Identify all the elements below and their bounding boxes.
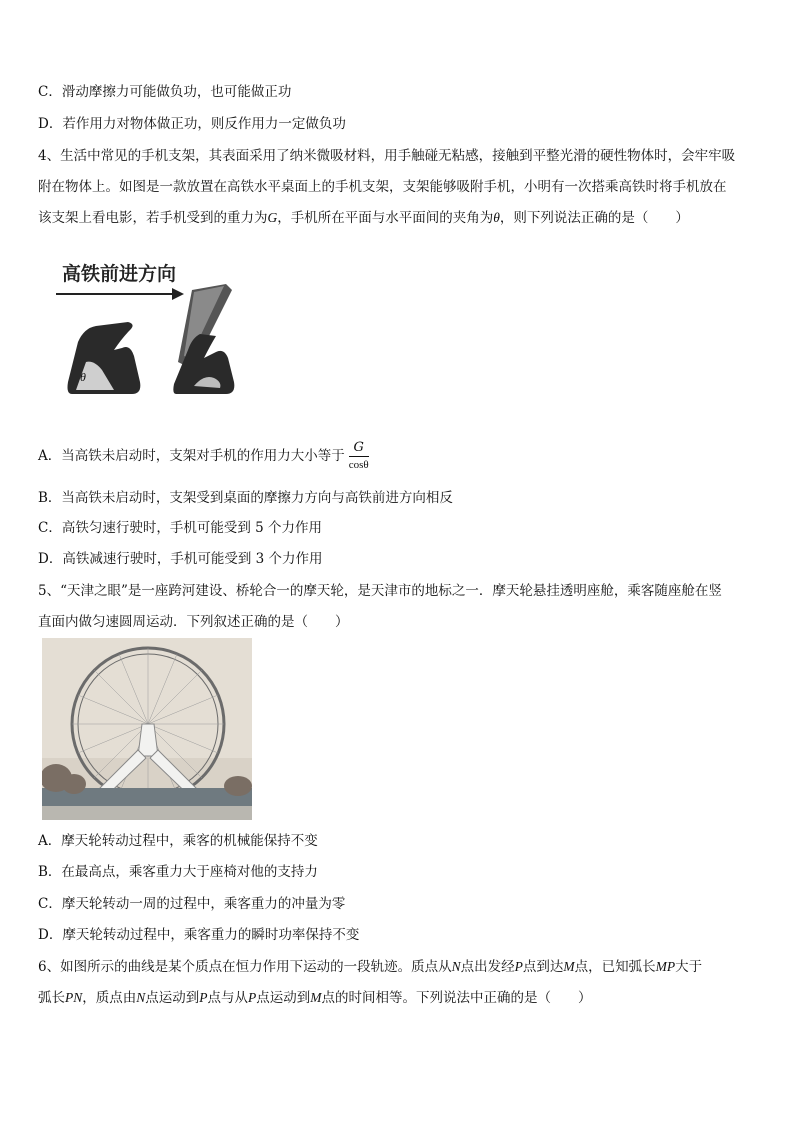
phone-stand-left-icon [68,322,141,394]
figure-direction-label: 高铁前进方向 [62,263,177,285]
q6-text-b: 点出发经 [460,959,515,975]
q6-text-i: 点与从 [207,990,249,1006]
river [42,806,252,820]
fraction-numerator: G [349,440,369,457]
q5-option-d: D．摩天轮转动过程中，乘客重力的瞬时功率保持不变 [38,927,360,943]
q4-text-c: ，则下列说法正确的是（ ） [499,210,689,226]
direction-arrow-icon [56,288,184,300]
symbol-theta: θ [493,210,500,225]
q4-option-b: B．当高铁未启动时，支架受到桌面的摩擦力方向与高铁前进方向相反 [38,490,453,506]
q4-option-c: C．高铁匀速行驶时，手机可能受到 5 个力作用 [38,520,323,536]
point-P: P [514,959,523,974]
q6-text-k: 点的时间相等。下列说法中正确的是（ ） [321,990,592,1006]
figure-angle-label: θ [80,370,86,384]
q6-text-e: 大于 [675,959,703,975]
q4-option-a-text: A．当高铁未启动时，支架对手机的作用力大小等于 [38,448,345,464]
question-5-line-1: 5、“天津之眼”是一座跨河建设、桥轮合一的摩天轮，是天津市的地标之一．摩天轮悬挂透明座舱，乘客随座舱在竖 [38,583,722,599]
fraction-denominator: cosθ [348,459,369,471]
ferris-wheel-photo [42,638,252,820]
question-6-line-2 [38,988,592,1008]
question-4-line-1: 4、生活中常见的手机支架，其表面采用了纳米微吸材料，用手触碰无粘感，接触到平整光滑的硬性物体时，会牢牢吸 [38,148,736,164]
point-P-3: P [248,990,257,1005]
point-M-2: M [310,990,322,1005]
q5-option-c: C．摩天轮转动一周的过程中，乘客重力的冲量为零 [38,896,346,912]
fraction-G-over-cos-theta [349,440,369,473]
question-6-line-1 [38,957,702,977]
q4-option-a [38,440,369,473]
question-4-line-2: 附在物体上。如图是一款放置在高铁水平桌面上的手机支架，支架能够吸附手机，小明有一次搭乘高铁时将手机放在 [38,179,727,195]
arc-PN: PN [65,990,83,1005]
q5-option-a: A．摩天轮转动过程中，乘客的机械能保持不变 [38,833,318,849]
q6-text-j: 点运动到 [256,990,311,1006]
q6-text-d: 点，已知弧长 [574,959,656,975]
point-N: N [451,959,461,974]
q4-text-a: 该支架上看电影，若手机受到的重力为 [38,210,268,226]
q4-option-d: D．高铁减速行驶时，手机可能受到 3 个力作用 [38,551,323,567]
q6-text-a: 6、如图所示的曲线是某个质点在恒力作用下运动的一段轨迹。质点从 [38,959,452,975]
q6-text-h: 点运动到 [145,990,200,1006]
arc-MP: MP [655,959,676,974]
point-M: M [563,959,575,974]
phone-stand-figure [44,254,244,404]
question-4-line-3 [38,208,689,228]
symbol-G: G [267,210,278,225]
q6-text-f: 弧长 [38,990,65,1006]
point-N-2: N [136,990,146,1005]
question-5-line-2: 直面内做匀速圆周运动．下列叙述正确的是（ ） [38,614,349,630]
phone-stand-right-icon [173,284,234,394]
q5-option-b: B．在最高点，乘客重力大于座椅对他的支持力 [38,864,318,880]
option-c-prev: C．滑动摩擦力可能做负功，也可能做正功 [38,84,292,100]
point-P-2: P [199,990,208,1005]
q6-text-g: ，质点由 [82,990,137,1006]
option-d-prev: D．若作用力对物体做正功，则反作用力一定做负功 [38,116,346,132]
q4-text-b: ，手机所在平面与水平面间的夹角为 [277,210,494,226]
q6-text-c: 点到达 [522,959,564,975]
